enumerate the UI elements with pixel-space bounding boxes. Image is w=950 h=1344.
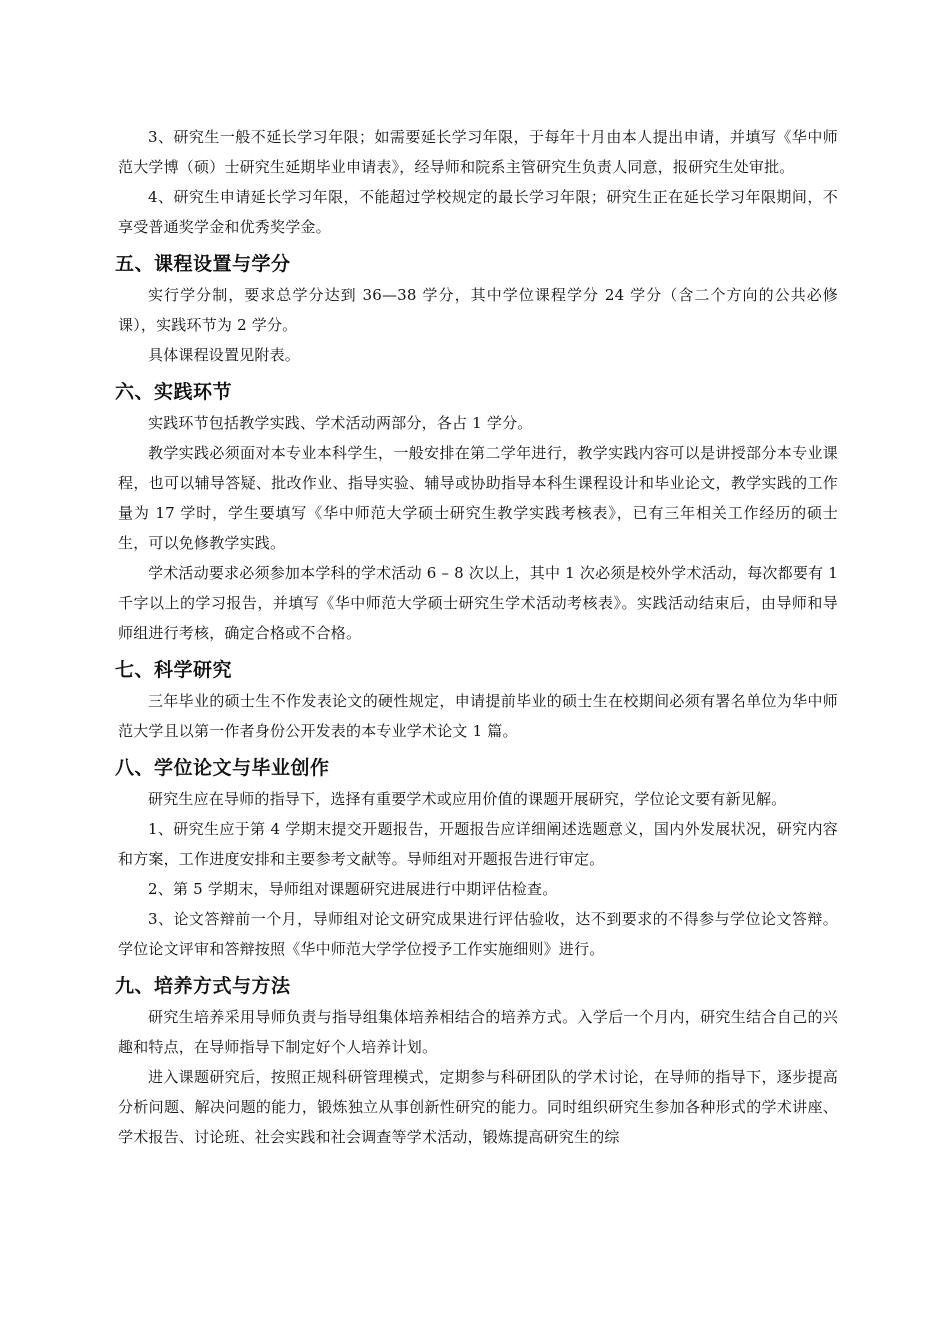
- paragraph: 三年毕业的硕士生不作发表论文的硬性规定，申请提前毕业的硕士生在校期间必须有署名单位为华中师范大学且以第一作者身份公开发表的本专业学术论文 1 篇。: [118, 692, 838, 740]
- paragraph: 具体课程设置见附表。: [148, 346, 301, 364]
- section-heading: 六、实践环节: [115, 381, 233, 403]
- paragraph: 3、论文答辩前一个月，导师组对论文研究成果进行评估验收，达不到要求的不得参与学位论文答辩。学位论文评审和答辩按照《华中师范大学学位授予工作实施细则》进行。: [118, 910, 838, 958]
- paragraph: 教学实践必须面对本专业本科学生，一般安排在第二学年进行，教学实践内容可以是讲授部分本专业课程，也可以辅导答疑、批改作业、指导实验、辅导或协助指导本科生课程设计和毕业论文，教学实践的工作量为 17 学时，学生要填写《华中师范大学硕士研究生教学实践考核表》，已有三年相关工作经历的硕士生，可以免修教学实践。: [118, 444, 838, 552]
- paragraph: 实行学分制，要求总学分达到 36—38 学分，其中学位课程学分 24 学分（含二个方向的公共必修课），实践环节为 2 学分。: [118, 286, 838, 334]
- section-heading: 七、科学研究: [115, 659, 233, 681]
- paragraph: 研究生培养采用导师负责与指导组集体培养相结合的培养方式。入学后一个月内，研究生结合自己的兴趣和特点，在导师指导下制定好个人培养计划。: [118, 1008, 838, 1056]
- section-heading: 八、学位论文与毕业创作: [115, 757, 330, 779]
- section-heading: 九、培养方式与方法: [115, 975, 291, 997]
- paragraph: 实践环节包括教学实践、学术活动两部分，各占 1 学分。: [148, 414, 533, 432]
- paragraph: 进入课题研究后，按照正规科研管理模式，定期参与科研团队的学术讨论，在导师的指导下，逐步提高分析问题、解决问题的能力，锻炼独立从事创新性研究的能力。同时组织研究生参加各种形式的学术讲座、学术报告、讨论班、社会实践和社会调查等学术活动，锻炼提高研究生的综: [118, 1068, 838, 1146]
- paragraph: 1、研究生应于第 4 学期末提交开题报告，开题报告应详细阐述选题意义，国内外发展状况，研究内容和方案，工作进度安排和主要参考文献等。导师组对开题报告进行审定。: [118, 820, 838, 868]
- paragraph: 研究生应在导师的指导下，选择有重要学术或应用价值的课题开展研究，学位论文要有新见解。: [148, 790, 787, 808]
- paragraph: 2、第 5 学期末，导师组对课题研究进展进行中期评估检查。: [148, 880, 558, 898]
- paragraph: 学术活动要求必须参加本学科的学术活动 6 – 8 次以上，其中 1 次必须是校外学术活动，每次都要有 1 千字以上的学习报告，并填写《华中师范大学硕士研究生学术活动考核表》。实践活动结束后，由导师和导师组进行考核，确定合格或不合格。: [118, 564, 838, 642]
- paragraph: 4、研究生申请延长学习年限，不能超过学校规定的最长学习年限；研究生正在延长学习年限期间，不享受普通奖学金和优秀奖学金。: [118, 188, 838, 236]
- paragraph: 3、研究生一般不延长学习年限；如需要延长学习年限，于每年十月由本人提出申请，并填写《华中师范大学博（硕）士研究生延期毕业申请表》，经导师和院系主管研究生负责人同意，报研究生处审批。: [118, 128, 838, 176]
- section-heading: 五、课程设置与学分: [115, 253, 291, 275]
- document-page: [115, 122, 838, 1152]
